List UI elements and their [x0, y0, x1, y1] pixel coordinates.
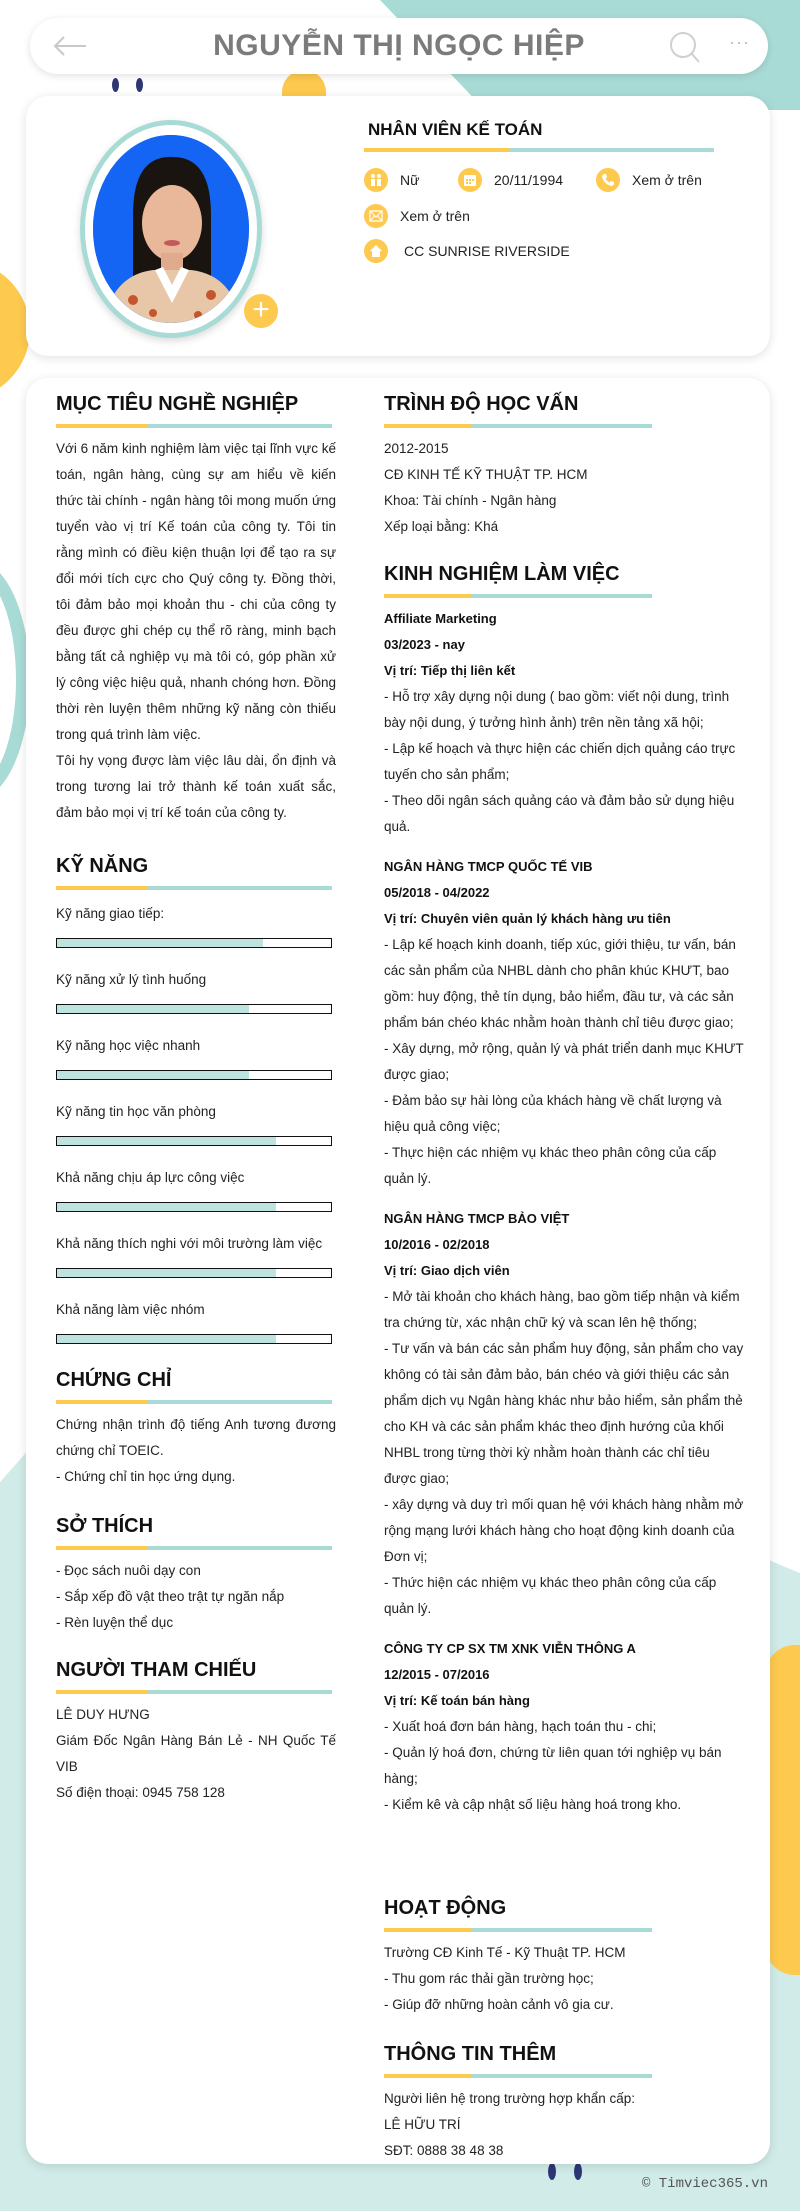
reference-phone: Số điện thoại: 0945 758 128 — [56, 1785, 225, 1800]
jobs-list — [384, 606, 744, 1818]
job-entry — [384, 854, 744, 1192]
mail-icon — [364, 204, 388, 228]
add-photo-button[interactable]: + — [244, 294, 278, 328]
section-title: CHỨNG CHỈ — [56, 1369, 172, 1391]
job-duties: - Xuất hoá đơn bán hàng, hạch toán thu - chi; - Quản lý hoá đơn, chứng từ liên quan tới nghiệp vụ bán hàng; - Kiểm kê và cập nhật số liệu hàng hoá trong kho. — [384, 1719, 722, 1812]
skill-label: Kỹ năng giao tiếp: — [56, 906, 165, 921]
skill-progress-fill — [57, 1203, 276, 1211]
home-icon — [364, 239, 388, 263]
email-row — [364, 204, 470, 228]
skill-label: Khả năng thích nghi với môi trường làm việc — [56, 1236, 323, 1251]
bg-navy-dot — [136, 78, 143, 92]
job-position: Vị trí: Giao dịch viên — [384, 1263, 510, 1278]
copyright: © Timviec365.vn — [641, 2176, 768, 2192]
job-position: Vị trí: Chuyên viên quản lý khách hàng ưu tiên — [384, 911, 671, 926]
email-value: Xem ở trên — [400, 208, 470, 224]
section-underline — [384, 424, 744, 428]
gender-row — [364, 168, 419, 192]
education-line: Xếp loại bằng: Khá — [384, 519, 499, 534]
title-underline — [364, 148, 714, 152]
candidate-name: NGUYỄN THỊ NGỌC HIỆP — [213, 29, 585, 62]
skill-progress-fill — [57, 1071, 249, 1079]
skill-progress-bar — [56, 938, 332, 948]
skill-label: Khả năng làm việc nhóm — [56, 1302, 205, 1317]
certificate-line: Chứng nhận trình độ tiếng Anh tương đương chứng chỉ TOEIC. — [56, 1417, 336, 1458]
job-company: CÔNG TY CP SX TM XNK VIỄN THÔNG A — [384, 1641, 636, 1656]
job-period: 05/2018 - 04/2022 — [384, 885, 490, 900]
more-dots-icon[interactable]: ··· — [729, 32, 750, 52]
job-company: Affiliate Marketing — [384, 611, 497, 626]
skill-label: Kỹ năng xử lý tình huống — [56, 972, 207, 987]
job-title: NHÂN VIÊN KẾ TOÁN — [368, 120, 543, 139]
skill-item — [56, 1102, 336, 1146]
activity-line: Trường CĐ Kinh Tế - Kỹ Thuật TP. HCM — [384, 1945, 626, 1960]
skill-progress-fill — [57, 1005, 249, 1013]
job-company: NGÂN HÀNG TMCP BẢO VIỆT — [384, 1211, 570, 1226]
job-position: Vị trí: Tiếp thị liên kết — [384, 663, 516, 678]
section-underline — [384, 2074, 744, 2078]
reference-position: Giám Đốc Ngân Hàng Bán Lẻ - NH Quốc Tế VIB — [56, 1733, 336, 1774]
avatar-portrait-icon — [93, 135, 249, 323]
bg-navy-dot — [574, 2163, 582, 2180]
skill-item — [56, 1300, 336, 1344]
bg-navy-dot — [112, 78, 119, 92]
address-row — [364, 239, 570, 263]
section-education — [384, 392, 744, 540]
skill-progress-bar — [56, 1004, 332, 1014]
birthday-value: 20/11/1994 — [494, 172, 564, 188]
skill-label: Khả năng chịu áp lực công việc — [56, 1170, 245, 1185]
section-underline — [56, 886, 336, 890]
skills-list — [56, 904, 336, 1344]
reference-name: LÊ DUY HƯNG — [56, 1707, 150, 1722]
address-value: CC SUNRISE RIVERSIDE — [404, 243, 570, 259]
top-bar — [30, 18, 768, 74]
section-underline — [56, 1690, 336, 1694]
section-hobbies — [56, 1514, 336, 1636]
skill-label: Kỹ năng học việc nhanh — [56, 1038, 201, 1053]
bg-yellow-right — [765, 1645, 800, 1975]
calendar-icon — [458, 168, 482, 192]
job-entry — [384, 1636, 744, 1818]
job-position: Vị trí: Kế toán bán hàng — [384, 1693, 530, 1708]
section-references — [56, 1658, 336, 1806]
skill-progress-bar — [56, 1070, 332, 1080]
skill-item — [56, 1168, 336, 1212]
section-title: KỸ NĂNG — [56, 855, 149, 877]
search-icon[interactable] — [668, 30, 702, 64]
gender-icon — [364, 168, 388, 192]
certificate-line: - Chứng chỉ tin học ứng dụng. — [56, 1469, 236, 1484]
job-company: NGÂN HÀNG TMCP QUỐC TẾ VIB — [384, 859, 593, 874]
job-period: 12/2015 - 07/2016 — [384, 1667, 490, 1682]
activity-line: - Thu gom rác thải gần trường học; — [384, 1971, 594, 1986]
section-certificates — [56, 1368, 336, 1490]
section-title: KINH NGHIỆM LÀM VIỆC — [384, 563, 620, 585]
hobby-item: - Sắp xếp đồ vật theo trật tự ngăn nắp — [56, 1589, 285, 1604]
job-period: 10/2016 - 02/2018 — [384, 1237, 490, 1252]
section-underline — [56, 1400, 336, 1404]
skill-progress-bar — [56, 1334, 332, 1344]
extra-line: SĐT: 0888 38 48 38 — [384, 2143, 504, 2158]
section-title: SỞ THÍCH — [56, 1515, 154, 1537]
job-duties: - Lập kế hoạch kinh doanh, tiếp xúc, giới thiệu, tư vấn, bán các sản phẩm của NHBL dành cho phân khúc KHƯT, bao gồm: huy động, thẻ tín dụng, bảo hiểm, đầu tư, và các sản phẩm bán chéo khác nhằm hoàn thành chỉ tiêu được giao; - Xây dựng, mở rộng, quản lý và phát triển danh mục KHƯT được giao; - Đảm bảo sự hài lòng của khách hàng về chất lượng và hiệu quả công việc; - Thực hiện các nhiệm vụ khác theo phân công của cấp quản lý. — [384, 937, 744, 1186]
avatar — [93, 135, 249, 323]
activity-line: - Giúp đỡ những hoàn cảnh vô gia cư. — [384, 1997, 614, 2012]
section-title: THÔNG TIN THÊM — [384, 2043, 557, 2065]
section-activities — [384, 1896, 744, 2018]
section-title: MỤC TIÊU NGHỀ NGHIỆP — [56, 393, 299, 415]
profile-card — [26, 96, 770, 356]
skill-progress-bar — [56, 1136, 332, 1146]
skill-progress-fill — [57, 1335, 276, 1343]
section-experience — [384, 562, 744, 1818]
section-underline — [384, 1928, 744, 1932]
phone-row — [596, 168, 702, 192]
section-underline — [384, 594, 744, 598]
section-objective — [56, 392, 336, 826]
skill-item — [56, 904, 336, 948]
skill-progress-fill — [57, 1269, 276, 1277]
resume-body-card — [26, 378, 770, 2164]
phone-icon — [596, 168, 620, 192]
section-underline — [56, 1546, 336, 1550]
objective-text: Với 6 năm kinh nghiệm làm việc tại lĩnh vực kế toán, ngân hàng, cùng sự am hiểu về kiến thức tài chính - ngân hàng tôi mong muốn ứng tuyển vào vị trí Kế toán của công ty. Tôi tin rằng mình có điều kiện thuận lợi để tạo ra sự đổi mới tích cực cho Quý công ty. Đồng thời, tôi đảm bảo mọi khoản thu - chi của công ty đều được ghi chép cụ thể rõ ràng, minh bạch bằng tất cả nghiệp vụ mà tôi có, góp phần xử lý công việc hiệu quả, nhanh chóng hơn. Đồng thời rèn luyện thêm những kỹ năng còn thiếu trong quá trình làm việc. — [56, 441, 336, 742]
section-title: NGƯỜI THAM CHIẾU — [56, 1659, 257, 1681]
phone-value: Xem ở trên — [632, 172, 702, 188]
section-underline — [56, 424, 336, 428]
avatar-frame — [80, 120, 262, 338]
skill-progress-fill — [57, 1137, 276, 1145]
hobby-item: - Đọc sách nuôi dạy con — [56, 1563, 201, 1578]
extra-line: Người liên hệ trong trường hợp khẩn cấp: — [384, 2091, 636, 2106]
birthday-row — [458, 168, 563, 192]
section-extra-info — [384, 2042, 744, 2164]
arrow-left-icon[interactable] — [52, 34, 88, 58]
education-line: Khoa: Tài chính - Ngân hàng — [384, 493, 557, 508]
skill-item — [56, 1036, 336, 1080]
skill-item — [56, 970, 336, 1014]
job-entry — [384, 1206, 744, 1622]
job-period: 03/2023 - nay — [384, 637, 465, 652]
skill-item — [56, 1234, 336, 1278]
education-line: 2012-2015 — [384, 441, 449, 456]
section-title: HOẠT ĐỘNG — [384, 1897, 507, 1919]
section-skills — [56, 854, 336, 1366]
skill-progress-bar — [56, 1202, 332, 1212]
job-duties: - Hỗ trợ xây dựng nội dung ( bao gồm: viết nội dung, trình bày nội dung, ý tưởng hình ảnh) trên nền tảng xã hội; - Lập kế hoạch và thực hiện các chiến dịch quảng cáo trực tuyến cho sản phẩm; - Theo dõi ngân sách quảng cáo và đảm bảo sử dụng hiệu quả. — [384, 689, 736, 834]
education-line: CĐ KINH TẾ KỸ THUẬT TP. HCM — [384, 467, 588, 482]
skill-progress-bar — [56, 1268, 332, 1278]
objective-text-2: Tôi hy vọng được làm việc lâu dài, ổn định và trong tương lai trở thành kế toán xuất sắc, đảm bảo mọi vị trí kế toán của công ty. — [56, 753, 336, 820]
skill-label: Kỹ năng tin học văn phòng — [56, 1104, 216, 1119]
skill-progress-fill — [57, 939, 263, 947]
bg-navy-dot — [548, 2163, 556, 2180]
extra-line: LÊ HỮU TRÍ — [384, 2117, 461, 2132]
job-entry — [384, 606, 744, 840]
job-duties: - Mở tài khoản cho khách hàng, bao gồm tiếp nhận và kiểm tra chứng từ, xác nhận chữ ký và scan lên hệ thống; - Tư vấn và bán các sản phẩm huy động, sản phẩm cho vay không có tài sản đảm bảo, bán chéo và giới thiệu các sản phẩm dịch vụ Ngân hàng khác như bảo hiểm, sản phẩm thẻ cho KH và các sản phẩm khác theo định hướng của khối NHBL trong từng thời kỳ nhằm hoàn thành các chỉ tiêu được giao; - xây dựng và duy trì mối quan hệ với khách hàng nhằm mở rộng mạng lưới khách hàng cho hoạt động kinh doanh của Đơn vị; - Thức hiện các nhiệm vụ khác theo phân công của cấp quản lý. — [384, 1289, 744, 1616]
section-title: TRÌNH ĐỘ HỌC VẤN — [384, 393, 579, 415]
hobby-item: - Rèn luyện thể dục — [56, 1615, 174, 1630]
gender-value: Nữ — [400, 172, 420, 188]
